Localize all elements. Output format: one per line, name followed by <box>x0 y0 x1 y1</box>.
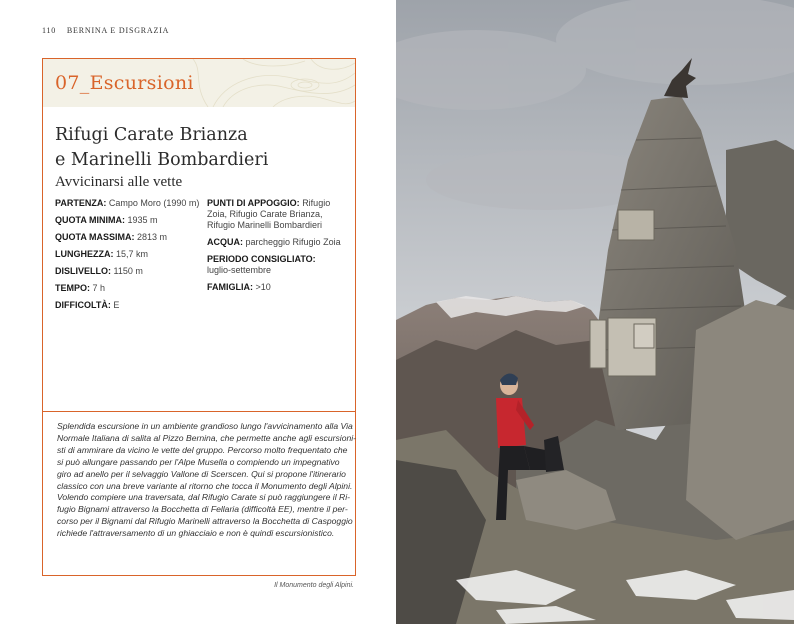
memorial-plaque-small <box>634 324 654 348</box>
monument-photo <box>396 0 794 624</box>
fact-periodo <box>207 254 347 276</box>
fact-label: LUNGHEZZA: <box>55 249 114 259</box>
section-band <box>43 59 355 107</box>
fact-tempo <box>55 283 205 294</box>
fact-value: 7 h <box>92 283 106 293</box>
route-subtitle: Avvicinarsi alle vette <box>55 174 183 190</box>
description-line: Splendida escursione in un ambiente grandioso lungo l'avvicinamento alla Via <box>57 421 353 431</box>
fact-label: ACQUA: <box>207 237 243 247</box>
right-boulder <box>686 300 794 540</box>
fact-label: PARTENZA: <box>55 198 107 208</box>
fact-label: PUNTI DI APPOGGIO: <box>207 198 300 208</box>
fact-acqua <box>207 237 347 248</box>
description-line: giro ad anello per il selvaggio Vallone di Scerscen. Qui si propone l'itinerario <box>57 468 346 479</box>
card-divider <box>43 411 355 412</box>
fact-value: 15,7 km <box>116 249 149 259</box>
fact-quota-minima <box>55 215 205 226</box>
description-line: si può allungare passando per l'Alpe Musella o compiendo un impegnativo <box>57 456 340 467</box>
fact-famiglia <box>207 282 347 293</box>
fact-dislivello <box>55 266 205 277</box>
fact-value: 2813 m <box>137 232 168 242</box>
memorial-plaque <box>618 210 654 240</box>
fact-value: >10 <box>255 282 271 292</box>
description-line: richiede l'attraversamento di un ghiacciaio e non è quindi escursionistico. <box>57 528 335 539</box>
mountain-monument-illustration <box>396 0 794 624</box>
fact-label: DIFFICOLTÀ: <box>55 300 111 310</box>
fact-value: Campo Moro (1990 m) <box>108 198 200 208</box>
section-title: 07_Escursioni <box>55 72 194 94</box>
photo-caption: Il Monumento degli Alpini. <box>274 582 354 589</box>
memorial-plaque-side <box>590 320 606 368</box>
page-number: 110 <box>42 26 57 35</box>
description-line: fugio Bignami attraverso la Bocchetta di Fellaria (difficoltà EE), mentre il per- <box>57 504 348 515</box>
fact-value: 1935 m <box>127 215 158 225</box>
fact-label: PERIODO CONSIGLIATO: <box>207 254 316 264</box>
route-title-line1: Rifugi Carate Brianza <box>55 125 248 145</box>
fact-lunghezza <box>55 249 205 260</box>
running-title: BERNINA E DISGRAZIA <box>66 26 170 35</box>
fact-value: E <box>113 300 120 310</box>
description-line: classico con una breve variante al ritorno che tocca il Monumento degli Alpini. <box>57 480 353 491</box>
route-card <box>42 58 356 576</box>
description-line: corso per il Bignami dal Rifugio Marinelli attraverso la Bocchetta di Caspoggio <box>57 516 353 527</box>
fact-label: QUOTA MASSIMA: <box>55 232 135 242</box>
description-line: sti di ammirare da vicino le vette del gruppo. Percorso molto frequentato che <box>57 444 348 455</box>
fact-quota-massima <box>55 232 205 243</box>
fact-label: TEMPO: <box>55 283 90 293</box>
fact-partenza <box>55 198 205 209</box>
running-head <box>42 26 169 35</box>
fact-value: Rifugio Zoia, Rifugio Carate Brianza, Rifugio Marinelli Bombardieri <box>207 198 331 230</box>
facts-left <box>55 198 205 317</box>
left-page <box>0 0 396 624</box>
fact-label: FAMIGLIA: <box>207 282 253 292</box>
route-description <box>57 421 357 540</box>
fact-value: luglio-settembre <box>207 265 272 275</box>
description-line: Volendo compiere una traversata, dal Rifugio Carate si può raggiungere il Ri- <box>57 492 350 503</box>
facts-right <box>207 198 347 299</box>
fact-value: parcheggio Rifugio Zoia <box>245 237 341 247</box>
fact-label: DISLIVELLO: <box>55 266 111 276</box>
fact-punti-appoggio <box>207 198 347 231</box>
route-title <box>55 123 345 173</box>
fact-value: 1150 m <box>113 266 143 276</box>
route-title-line2: e Marinelli Bombardieri <box>55 150 269 170</box>
fact-difficolta <box>55 300 205 311</box>
description-line: Normale Italiana di salita al Pizzo Bernina, che permette anche agli escursioni- <box>57 432 357 443</box>
fact-label: QUOTA MINIMA: <box>55 215 125 225</box>
